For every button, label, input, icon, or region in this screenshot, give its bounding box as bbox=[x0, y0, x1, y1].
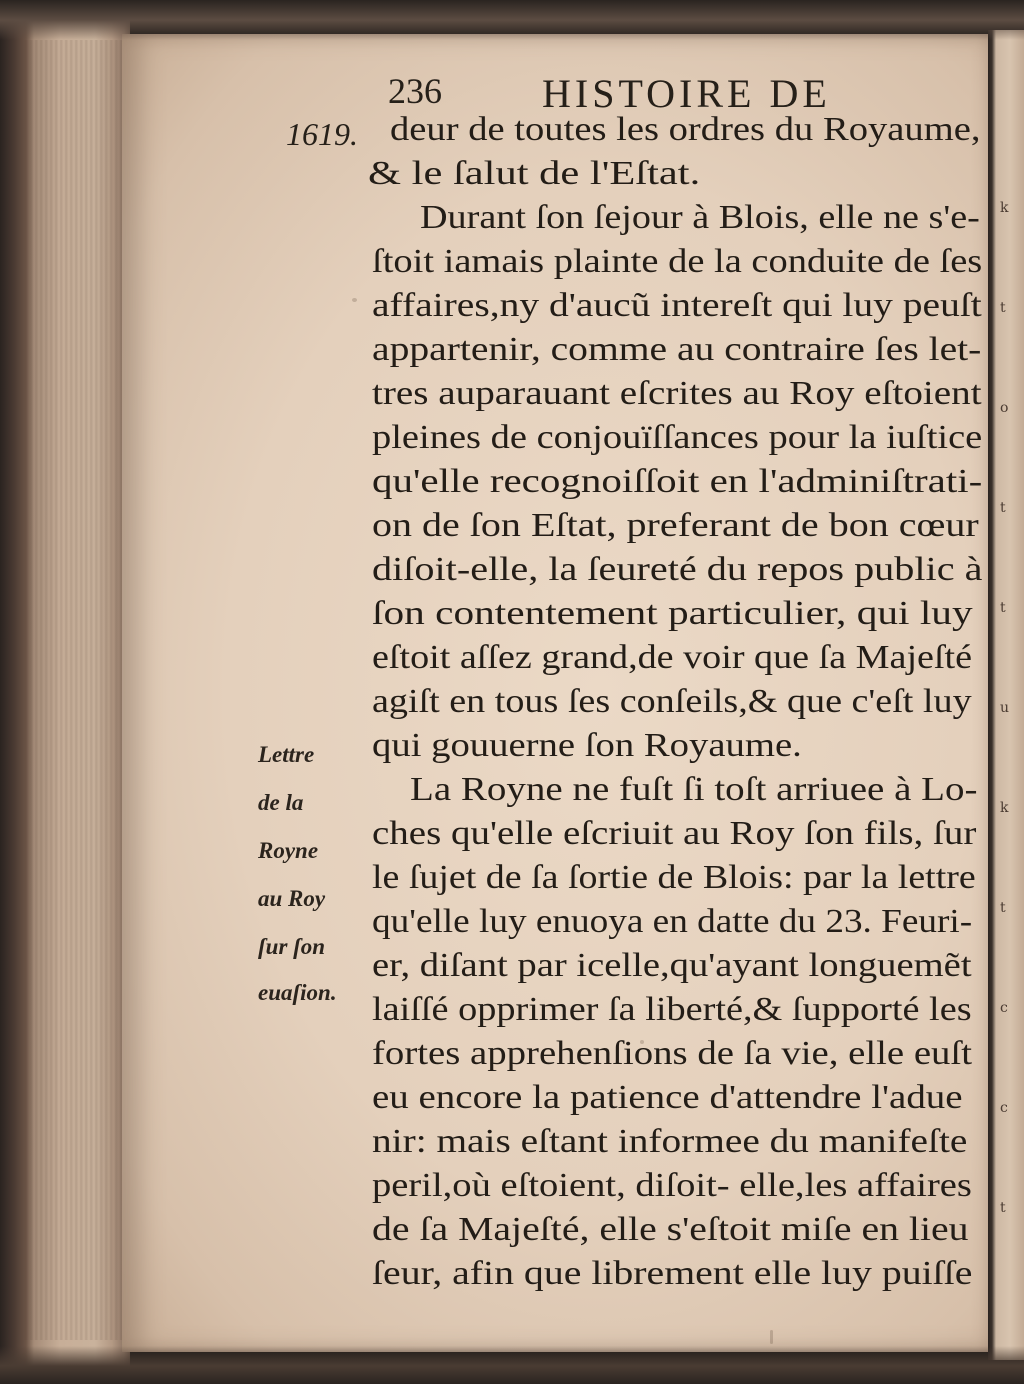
text-line: agiſt en tous ſes conſeils,& que c'eſt luy bbox=[372, 683, 972, 720]
margin-note-line: Royne bbox=[258, 838, 319, 863]
text-line: laiſſé opprimer ſa liberté,& ſupporté les bbox=[372, 991, 972, 1028]
text-line: pleines de conjouïſſances pour la iuſtice bbox=[372, 419, 983, 456]
text-line: le ſujet de ſa ſortie de Blois: par la lettre bbox=[372, 859, 976, 896]
margin-note-line: ſur ſon bbox=[258, 934, 326, 959]
running-title: HISTOIRE DE bbox=[542, 71, 831, 116]
text-line: nir: mais eſtant informee du manifeſte bbox=[372, 1123, 968, 1160]
text-line: peril,où eſtoient, diſoit- elle,les affaires bbox=[372, 1167, 972, 1204]
text-line: appartenir, comme au contraire ſes let- bbox=[372, 331, 982, 368]
text-line: on de ſon Eſtat, preferant de bon cœur bbox=[372, 507, 979, 544]
margin-note-line: au Roy bbox=[258, 886, 326, 911]
paper-speck bbox=[352, 298, 357, 302]
text-line: & le ſalut de l'Eſtat. bbox=[368, 155, 701, 192]
edge-char: k bbox=[1000, 200, 1009, 216]
text-line: qu'elle recognoiſſoit en l'adminiſtrati- bbox=[372, 463, 983, 500]
edge-char: k bbox=[1000, 800, 1009, 816]
text-line: qu'elle luy enuoya en datte du 23. Feuri- bbox=[372, 903, 973, 940]
text-line: ſon contentement particulier, qui luy bbox=[372, 595, 973, 632]
edge-char: u bbox=[1000, 700, 1010, 716]
page-number: 236 bbox=[388, 71, 442, 111]
text-line: ſtoit iamais plainte de la conduite de ſes bbox=[372, 243, 983, 280]
edge-char: o bbox=[1000, 400, 1009, 416]
text-line: Durant ſon ſejour à Blois, elle ne s'e- bbox=[420, 199, 980, 236]
text-line: ſeur, afin que librement elle luy puiſſe bbox=[372, 1255, 973, 1292]
text-line: diſoit-elle, la ſeureté du repos public à bbox=[372, 551, 983, 588]
edge-char: t bbox=[1000, 500, 1006, 516]
text-line: qui gouuerne ſon Royaume. bbox=[372, 727, 802, 764]
next-page-edge bbox=[988, 30, 1024, 1360]
text-line: eſtoit aſſez grand,de voir que ſa Majeſté bbox=[372, 639, 973, 676]
text-line: tres auparauant eſcrites au Roy eſtoient bbox=[372, 375, 982, 412]
text-line: affaires,ny d'aucũ intereſt qui luy peuſt bbox=[372, 287, 982, 324]
edge-char: t bbox=[1000, 900, 1006, 916]
edge-char: t bbox=[1000, 1200, 1006, 1216]
text-line: deur de toutes les ordres du Royaume, bbox=[390, 111, 981, 148]
edge-char: c bbox=[1000, 1000, 1008, 1016]
text-line: ches qu'elle eſcriuit au Roy ſon fils, ſur bbox=[372, 815, 977, 852]
bottom-shadow bbox=[0, 1346, 1024, 1384]
edge-char: t bbox=[1000, 600, 1006, 616]
edge-char: c bbox=[1000, 1100, 1008, 1116]
margin-note-line: Lettre bbox=[258, 742, 315, 767]
text-line: La Royne ne fuſt ſi toſt arriuee à Lo- bbox=[410, 771, 978, 808]
margin-note-line: de la bbox=[258, 790, 304, 815]
margin-note-line: euaſion. bbox=[258, 980, 337, 1005]
margin-year: 1619. bbox=[286, 116, 358, 152]
edge-char: t bbox=[1000, 300, 1006, 316]
book-binding bbox=[0, 0, 130, 1384]
text-line: de ſa Majeſté, elle s'eſtoit miſe en lieu bbox=[372, 1211, 969, 1248]
top-shadow bbox=[0, 0, 1024, 40]
text-line: fortes apprehenſions de ſa vie, elle euſt bbox=[372, 1035, 973, 1072]
text-line: eu encore la patience d'attendre l'adue bbox=[372, 1079, 963, 1116]
paper-speck bbox=[770, 1330, 773, 1344]
text-line: er, diſant par icelle,qu'ayant longuemẽt bbox=[372, 947, 972, 984]
